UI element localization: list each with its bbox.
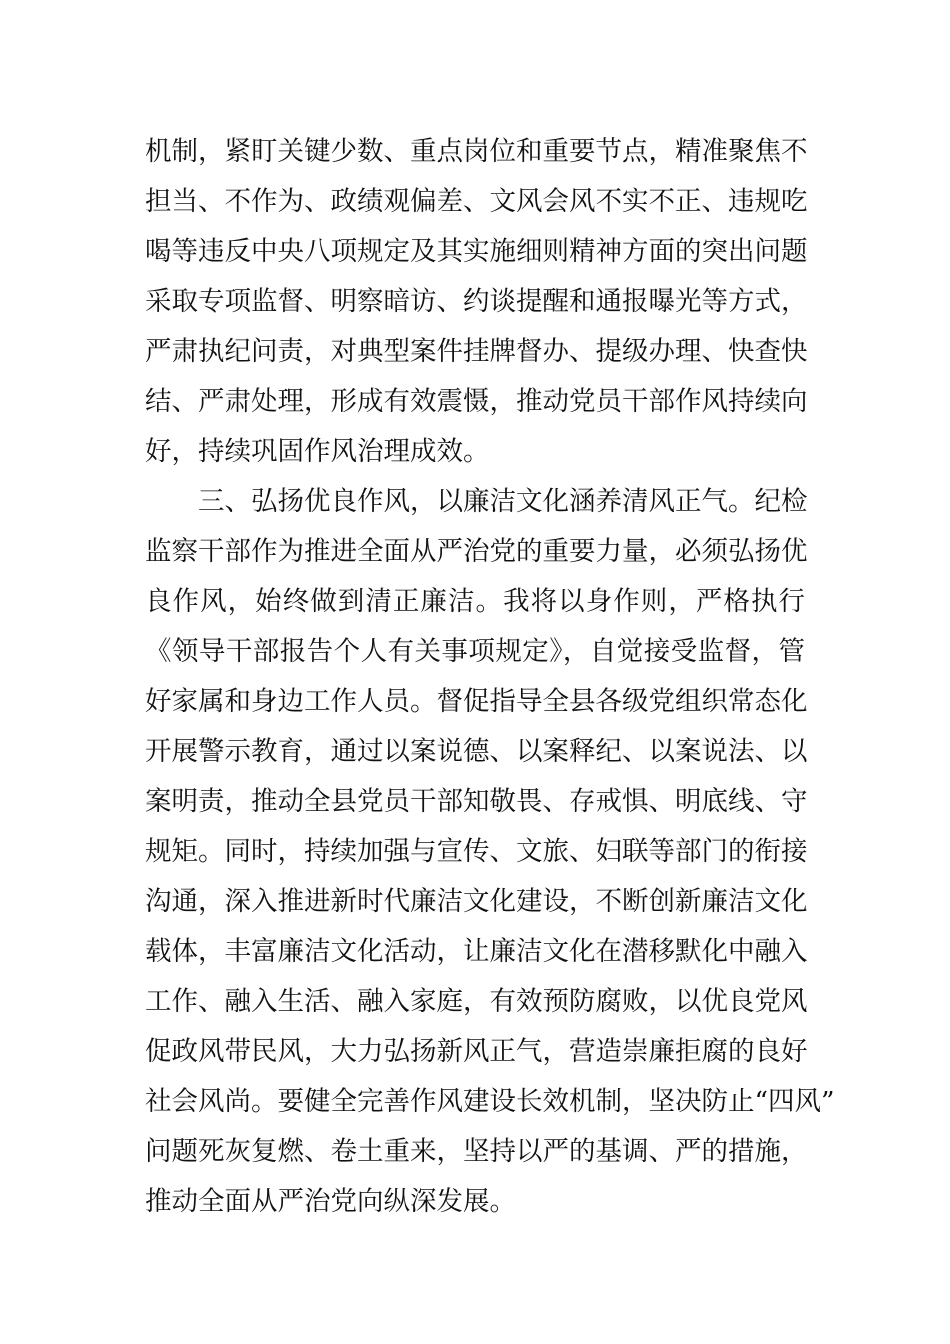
text-line: 良作风，始终做到清正廉洁。我将以身作则，严格执行	[145, 586, 805, 617]
text-line: 促政风带民风，大力弘扬新风正气，营造崇廉拒腐的良好	[145, 1036, 808, 1067]
text-line: 社会风尚。要健全完善作风建设长效机制，坚决防止“四风”	[145, 1086, 835, 1117]
text-line: 监察干部作为推进全面从严治党的重要力量，必须弘扬优	[145, 536, 808, 567]
text-line: 问题死灰复燃、卷土重来，坚持以严的基调、严的措施，	[145, 1136, 808, 1167]
text-line: 结、严肃处理，形成有效震慑，推动党员干部作风持续向	[145, 386, 808, 417]
text-line: 工作、融入生活、融入家庭，有效预防腐败，以优良党风	[145, 986, 808, 1017]
text-line: 严肃执纪问责，对典型案件挂牌督办、提级办理、快查快	[145, 336, 808, 367]
paragraph-end-line: 好，持续巩固作风治理成效。	[145, 436, 490, 467]
text-line: 载体，丰富廉洁文化活动，让廉洁文化在潜移默化中融入	[145, 936, 808, 967]
text-line: 案明责，推动全县党员干部知敬畏、存戒惧、明底线、守	[145, 786, 808, 817]
section-heading-line: 三、弘扬优良作风，以廉洁文化涵养清风正气。纪检	[198, 486, 808, 517]
text-line: 《领导干部报告个人有关事项规定》，自觉接受监督，管	[145, 636, 805, 667]
text-line: 喝等违反中央八项规定及其实施细则精神方面的突出问题	[145, 236, 808, 267]
text-line: 开展警示教育，通过以案说德、以案释纪、以案说法、以	[145, 736, 808, 767]
text-line: 规矩。同时，持续加强与宣传、文旅、妇联等部门的衔接	[145, 836, 808, 867]
paragraph-end-line: 推动全面从严治党向纵深发展。	[145, 1186, 516, 1217]
body-text	[145, 127, 835, 1227]
text-line: 采取专项监督、明察暗访、约谈提醒和通报曝光等方式，	[145, 286, 808, 317]
text-line: 沟通，深入推进新时代廉洁文化建设，不断创新廉洁文化	[145, 886, 808, 917]
text-line: 好家属和身边工作人员。督促指导全县各级党组织常态化	[145, 686, 808, 717]
text-line: 担当、不作为、政绩观偏差、文风会风不实不正、违规吃	[145, 186, 808, 217]
text-line: 机制，紧盯关键少数、重点岗位和重要节点，精准聚焦不	[145, 136, 808, 167]
